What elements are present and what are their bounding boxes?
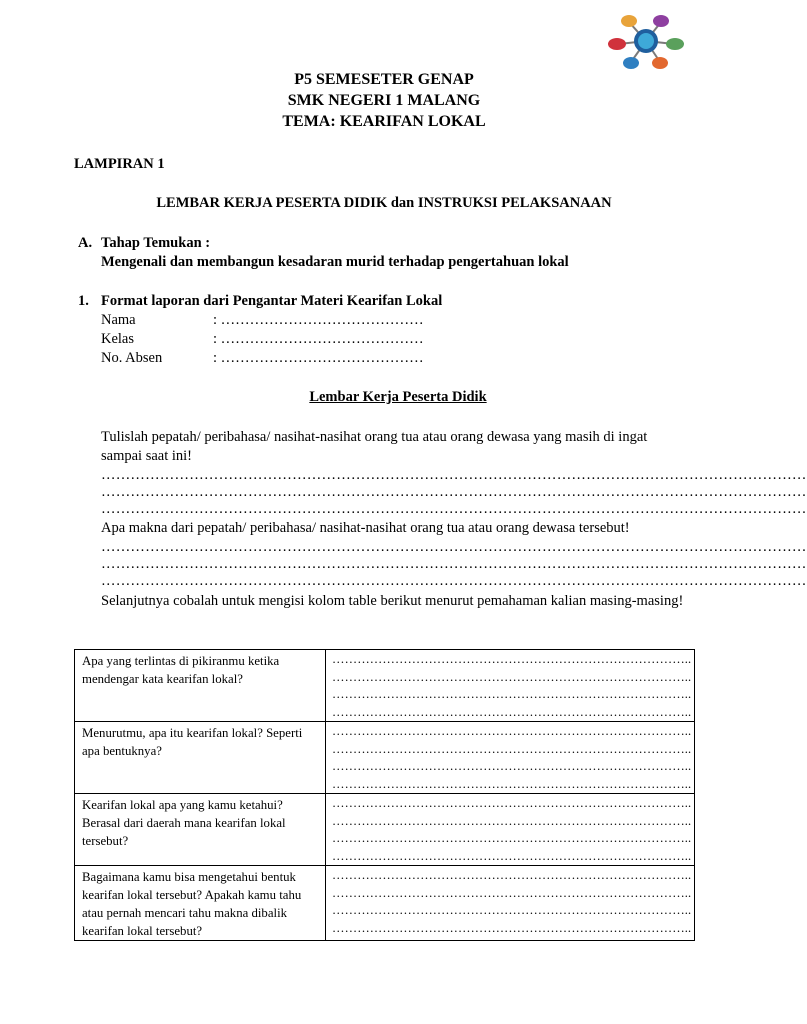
answer-line[interactable]: ………………………………………………………………………….. — [332, 920, 692, 935]
table-row — [75, 794, 695, 866]
answer-line[interactable]: ……………………………………………………………………………………………………………………………… — [101, 484, 807, 500]
question-table — [74, 649, 695, 941]
lkpd-title: LEMBAR KERJA PESERTA DIDIK dan INSTRUKSI PELAKSANAAN — [156, 195, 612, 211]
answer-line[interactable]: ……………………………………………………………………………………………………………………………… — [101, 467, 807, 483]
answer-line[interactable]: ………………………………………………………………………….. — [332, 759, 692, 773]
section-a-title: Tahap Temukan : — [101, 235, 211, 251]
lampiran-label: LAMPIRAN 1 — [74, 156, 165, 172]
question-cell: Menurutmu, apa itu kearifan lokal? Seperti apa bentuknya? — [75, 722, 326, 794]
section-1-marker: 1. — [78, 293, 89, 309]
answer-line[interactable]: ………………………………………………………………………….. — [332, 848, 692, 863]
answer-line[interactable]: ……………………………………………………………………………………………………………………………… — [101, 539, 807, 555]
answer-line[interactable]: ………………………………………………………………………….. — [332, 724, 692, 738]
answer-line[interactable]: ………………………………………………………………………….. — [332, 796, 692, 810]
answer-line[interactable]: ………………………………………………………………………….. — [332, 831, 692, 845]
lkpd-subtitle: Lembar Kerja Peserta Didik — [309, 389, 487, 405]
p5-logo-icon — [604, 12, 688, 70]
instruction-1: Tulislah pepatah/ peribahasa/ nasihat-nasihat orang tua atau orang dewasa yang masih di ingat sampai saat ini! — [101, 429, 648, 464]
answer-line[interactable]: ………………………………………………………………………….. — [332, 903, 692, 917]
section-a-description: Mengenali dan membangun kesadaran murid terhadap pengertahuan lokal — [101, 254, 569, 270]
field-blank[interactable]: : …………………………………… — [213, 312, 424, 328]
table-row — [75, 866, 695, 941]
field-blank[interactable]: : …………………………………… — [213, 331, 424, 347]
question-cell: Apa yang terlintas di pikiranmu ketika mendengar kata kearifan lokal? — [75, 650, 326, 722]
question-cell: Kearifan lokal apa yang kamu ketahui? Berasal dari daerah mana kearifan lokal tersebut? — [75, 794, 326, 866]
section-a-marker: A. — [78, 235, 93, 251]
field-label: Nama — [101, 312, 136, 328]
answer-cell[interactable] — [326, 866, 695, 941]
answer-cell[interactable] — [326, 650, 695, 722]
answer-line[interactable]: ………………………………………………………………………….. — [332, 669, 692, 684]
answer-line[interactable]: ……………………………………………………………………………………………………………………………… — [101, 501, 807, 517]
field-label: Kelas — [101, 331, 135, 347]
instruction-3: Selanjutnya cobalah untuk mengisi kolom table berikut menurut pemahaman kalian masing-masing! — [101, 593, 684, 609]
answer-line[interactable]: ……………………………………………………………………………………………………………………………… — [101, 573, 807, 589]
document-header — [0, 69, 768, 132]
table-row — [75, 650, 695, 722]
answer-line[interactable]: ………………………………………………………………………….. — [332, 652, 692, 666]
section-1-title: Format laporan dari Pengantar Materi Kearifan Lokal — [101, 293, 443, 309]
answer-cell[interactable] — [326, 722, 695, 794]
answer-line[interactable]: ……………………………………………………………………………………………………………………………… — [101, 556, 807, 572]
header-school: SMK NEGERI 1 MALANG — [287, 92, 481, 109]
header-semester: P5 SEMESETER GENAP — [294, 71, 474, 88]
answer-cell[interactable] — [326, 794, 695, 866]
field-blank[interactable]: : …………………………………… — [213, 350, 424, 366]
answer-line[interactable]: ………………………………………………………………………….. — [332, 704, 692, 719]
answer-line[interactable]: ………………………………………………………………………….. — [332, 776, 692, 791]
answer-line[interactable]: ………………………………………………………………………….. — [332, 813, 692, 828]
answer-line[interactable]: ………………………………………………………………………….. — [332, 687, 692, 701]
header-theme: TEMA: KEARIFAN LOKAL — [282, 113, 486, 130]
instruction-2: Apa makna dari pepatah/ peribahasa/ nasihat-nasihat orang tua atau orang dewasa tersebut! — [101, 520, 630, 536]
answer-line[interactable]: ………………………………………………………………………….. — [332, 741, 692, 756]
table-row — [75, 722, 695, 794]
field-label: No. Absen — [101, 350, 163, 366]
answer-line[interactable]: ………………………………………………………………………….. — [332, 885, 692, 900]
question-cell: Bagaimana kamu bisa mengetahui bentuk kearifan lokal tersebut? Apakah kamu tahu atau pernah mencari tahu makna dibalik kearifan lokal tersebut? — [75, 866, 326, 941]
answer-line[interactable]: ………………………………………………………………………….. — [332, 868, 692, 882]
